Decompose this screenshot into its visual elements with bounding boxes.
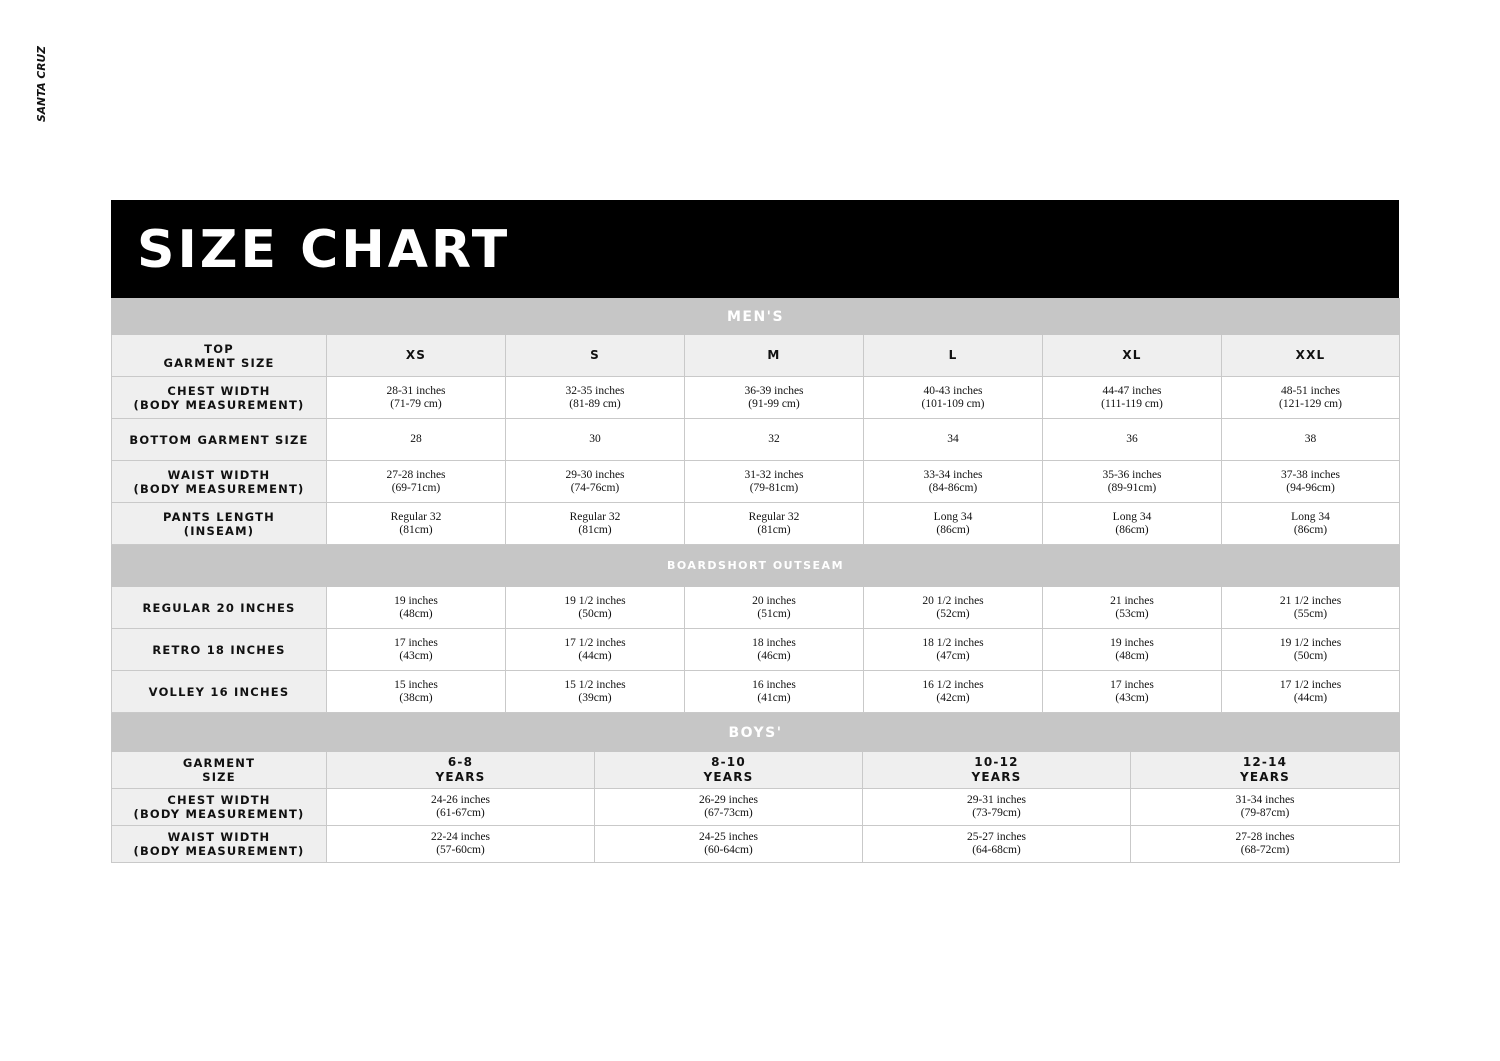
size-xxl: XXL [1222,335,1400,377]
row-label: WAIST WIDTH (BODY MEASUREMENT) [112,461,327,503]
table-cell: 16 inches (41cm) [685,671,864,713]
row-volley-16 [112,671,1400,713]
section-title-boys: BOYS' [112,714,1400,752]
table-cell: Regular 32 (81cm) [327,503,506,545]
row-label: RETRO 18 INCHES [112,629,327,671]
row-waist-width [112,461,1400,503]
row-pants-length [112,503,1400,545]
table-cell: Long 34 (86cm) [1043,503,1222,545]
table-cell: 27-28 inches (69-71cm) [327,461,506,503]
section-boys [112,714,1400,752]
santa-cruz-logo [34,44,48,124]
row-label: BOTTOM GARMENT SIZE [112,419,327,461]
table-cell: Regular 32 (81cm) [506,503,685,545]
table-cell: 36 [1043,419,1222,461]
table-cell: Regular 32 (81cm) [685,503,864,545]
table-cell: 33-34 inches (84-86cm) [864,461,1043,503]
table-cell: 19 1/2 inches (50cm) [1222,629,1400,671]
table-cell: 26-29 inches (67-73cm) [595,789,863,826]
table-cell: 18 inches (46cm) [685,629,864,671]
size-xs: XS [327,335,506,377]
row-boys-chest-width [112,789,1400,826]
row-label: PANTS LENGTH (INSEAM) [112,503,327,545]
table-cell: 20 inches (51cm) [685,587,864,629]
table-cell: 24-26 inches (61-67cm) [327,789,595,826]
table-cell: 32-35 inches (81-89 cm) [506,377,685,419]
table-cell: 15 1/2 inches (39cm) [506,671,685,713]
table-cell: 40-43 inches (101-109 cm) [864,377,1043,419]
table-cell: 31-32 inches (79-81cm) [685,461,864,503]
row-label: TOP GARMENT SIZE [112,335,327,377]
table-cell: 27-28 inches (68-72cm) [1131,826,1400,863]
table-cell: 36-39 inches (91-99 cm) [685,377,864,419]
table-cell: 20 1/2 inches (52cm) [864,587,1043,629]
table-cell: 25-27 inches (64-68cm) [863,826,1131,863]
table-cell: 22-24 inches (57-60cm) [327,826,595,863]
table-cell: 28-31 inches (71-79 cm) [327,377,506,419]
table-cell: 19 inches (48cm) [1043,629,1222,671]
size-10-12: 10-12 YEARS [863,752,1131,789]
section-title-mens: MEN'S [112,299,1400,335]
page-title: SIZE CHART [137,220,511,280]
title-bar [111,200,1399,298]
size-6-8: 6-8 YEARS [327,752,595,789]
table-cell: 28 [327,419,506,461]
row-label: REGULAR 20 INCHES [112,587,327,629]
table-cell: 16 1/2 inches (42cm) [864,671,1043,713]
size-chart [111,200,1399,863]
table-cell: 17 1/2 inches (44cm) [506,629,685,671]
section-boardshort-outseam [112,545,1400,587]
section-title-boardshort: BOARDSHORT OUTSEAM [112,545,1400,587]
size-8-10: 8-10 YEARS [595,752,863,789]
table-cell: 29-31 inches (73-79cm) [863,789,1131,826]
table-cell: 29-30 inches (74-76cm) [506,461,685,503]
row-label: WAIST WIDTH (BODY MEASUREMENT) [112,826,327,863]
table-cell: 17 inches (43cm) [327,629,506,671]
table-cell: 31-34 inches (79-87cm) [1131,789,1400,826]
row-label: VOLLEY 16 INCHES [112,671,327,713]
table-cell: 18 1/2 inches (47cm) [864,629,1043,671]
table-cell: 30 [506,419,685,461]
row-label: GARMENT SIZE [112,752,327,789]
row-retro-18 [112,629,1400,671]
table-cell: 37-38 inches (94-96cm) [1222,461,1400,503]
size-xl: XL [1043,335,1222,377]
svg-text:SANTA CRUZ: SANTA CRUZ [35,44,48,122]
size-s: S [506,335,685,377]
row-chest-width [112,377,1400,419]
boys-size-table [111,713,1400,863]
row-label: CHEST WIDTH (BODY MEASUREMENT) [112,377,327,419]
size-m: M [685,335,864,377]
table-cell: 38 [1222,419,1400,461]
table-cell: 17 1/2 inches (44cm) [1222,671,1400,713]
row-label: CHEST WIDTH (BODY MEASUREMENT) [112,789,327,826]
table-cell: 17 inches (43cm) [1043,671,1222,713]
row-boys-garment-size [112,752,1400,789]
section-mens [112,299,1400,335]
table-cell: 44-47 inches (111-119 cm) [1043,377,1222,419]
size-table [111,298,1400,713]
size-l: L [864,335,1043,377]
row-boys-waist-width [112,826,1400,863]
table-cell: Long 34 (86cm) [1222,503,1400,545]
size-12-14: 12-14 YEARS [1131,752,1400,789]
table-cell: Long 34 (86cm) [864,503,1043,545]
table-cell: 24-25 inches (60-64cm) [595,826,863,863]
table-cell: 21 1/2 inches (55cm) [1222,587,1400,629]
table-cell: 34 [864,419,1043,461]
table-cell: 21 inches (53cm) [1043,587,1222,629]
table-cell: 32 [685,419,864,461]
table-cell: 19 1/2 inches (50cm) [506,587,685,629]
row-top-garment-size [112,335,1400,377]
table-cell: 19 inches (48cm) [327,587,506,629]
row-regular-20 [112,587,1400,629]
row-bottom-garment-size [112,419,1400,461]
table-cell: 35-36 inches (89-91cm) [1043,461,1222,503]
table-cell: 48-51 inches (121-129 cm) [1222,377,1400,419]
table-cell: 15 inches (38cm) [327,671,506,713]
